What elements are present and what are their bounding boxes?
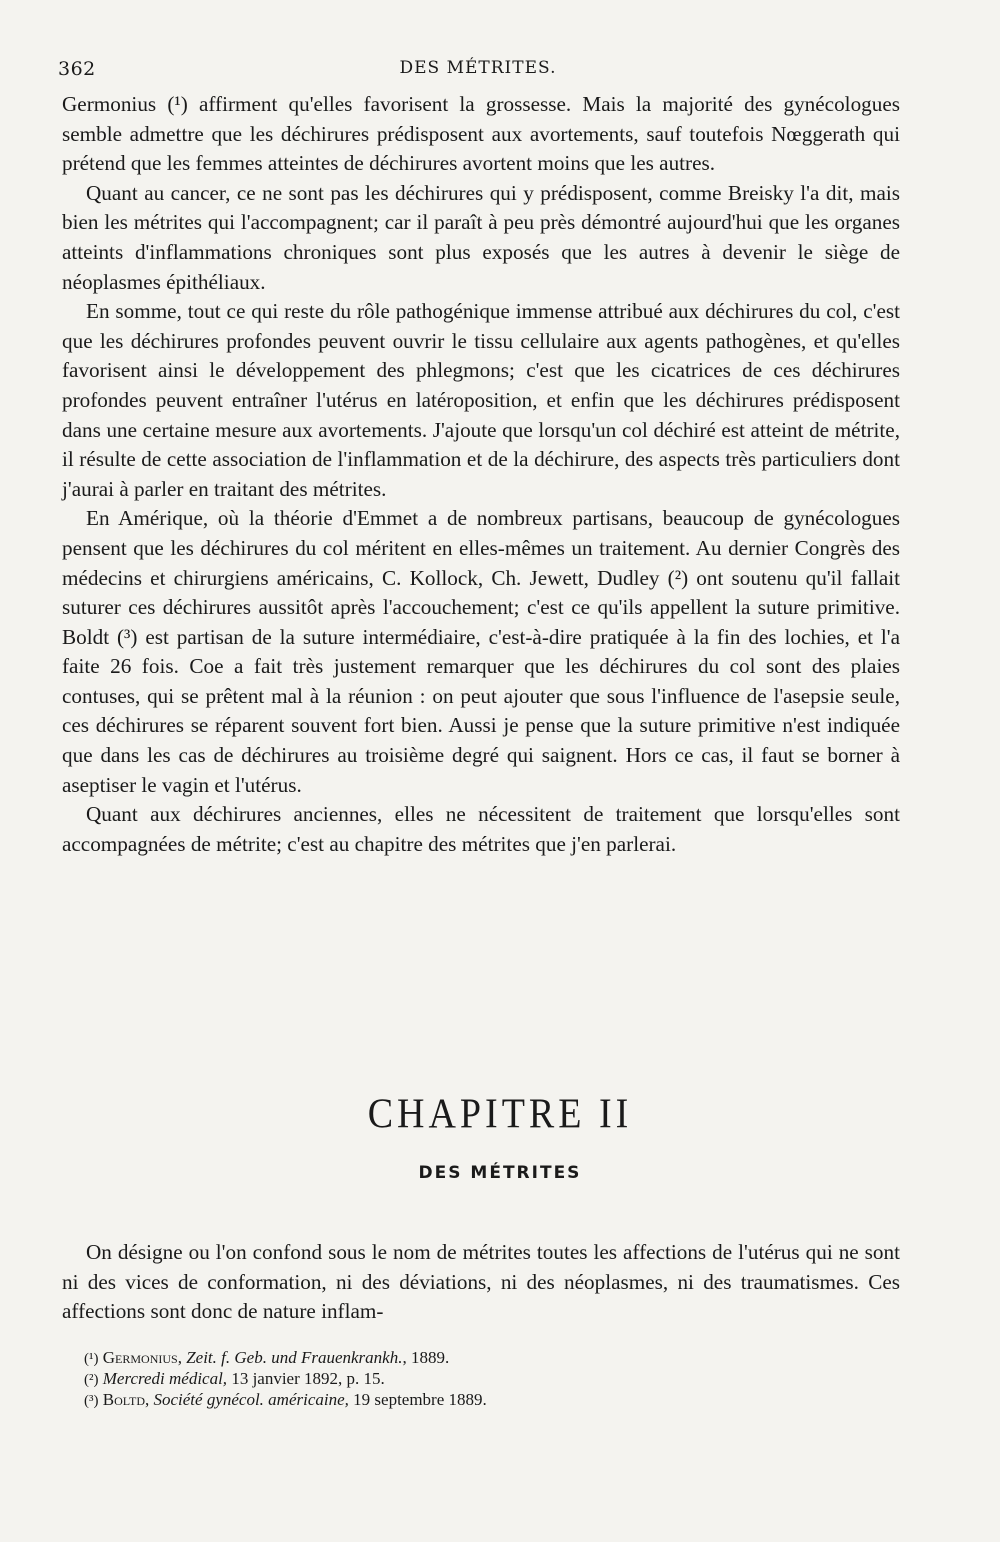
footnote-mark: (²) xyxy=(84,1372,99,1388)
running-head xyxy=(58,58,898,86)
chapter-subtitle: DES MÉTRITES xyxy=(418,1163,582,1183)
chapter-body xyxy=(62,1238,900,1327)
paragraph: Quant aux déchirures anciennes, elles ne nécessitent de traitement que lorsqu'elles sont accompagnées de métrite; c'est au chapitre des métrites que j'en parlerai. xyxy=(62,802,900,856)
footnote-author: Boltd, xyxy=(102,1390,150,1409)
paragraph: On désigne ou l'on confond sous le nom de métrites toutes les affections de l'utérus qui ne sont ni des vices de conformation, ni des déviations, ni des néoplasmes, ni des traumatismes. Ces affections sont donc de nature inflam- xyxy=(62,1240,900,1324)
footnote-rest: 13 janvier 1892, p. 15. xyxy=(227,1369,385,1388)
footnote xyxy=(84,1369,884,1390)
running-title: DES MÉTRITES. xyxy=(399,58,557,78)
footnote xyxy=(84,1348,884,1369)
paragraph: Germonius (¹) affirment qu'elles favorisent la grossesse. Mais la majorité des gynécologues semble admettre que les déchirures prédisposent aux avortements, sauf toutefois Nœggerath qui prétend que les femmes atteintes de déchirures avortent moins que les autres. xyxy=(62,92,900,176)
footnote-source: Zeit. f. Geb. und Frauenkrankh. xyxy=(186,1348,403,1367)
footnote-source: Mercredi médical, xyxy=(102,1369,228,1388)
footnotes xyxy=(84,1348,884,1411)
page-number: 362 xyxy=(58,58,96,80)
chapter-title: CHAPITRE II xyxy=(367,1090,633,1138)
footnote-mark: (¹) xyxy=(84,1351,99,1367)
footnote xyxy=(84,1390,884,1411)
paragraph: En Amérique, où la théorie d'Emmet a de nombreux partisans, beaucoup de gynécologues pensent que les déchirures du col méritent en elles-mêmes un traitement. Au dernier Congrès des médecins et chirurgiens américains, C. Kollock, Ch. Jewett, Dudley (²) ont soutenu qu'il fallait suturer ces déchirures aussitôt après l'accouchement; c'est ce qu'ils appellent la suture primitive. Boldt (³) est partisan de la suture intermédiaire, c'est-à-dire pratiquée à la fin des lochies, et l'a faite 26 fois. Coe a fait très justement remarquer que les déchirures du col sont des plaies contuses, qui se prêtent mal à la réunion : on peut ajouter que sous l'influence de l'asepsie seule, ces déchirures se réparent souvent fort bien. Aussi je pense que la suture primitive n'est indiquée que dans les cas de déchirures au troisième degré qui saignent. Hors ce cas, il faut se borner à aseptiser le vagin et l'utérus. xyxy=(62,506,900,797)
footnote-mark: (³) xyxy=(84,1393,99,1409)
footnote-source: Société gynécol. américaine, xyxy=(153,1390,349,1409)
footnote-rest: , 1889. xyxy=(402,1348,450,1367)
footnote-rest: 19 septembre 1889. xyxy=(348,1390,487,1409)
paragraph: En somme, tout ce qui reste du rôle pathogénique immense attribué aux déchirures du col, c'est que les déchirures profondes peuvent ouvrir le tissu cellulaire aux agents pathogènes, et qu'elles favorisent ainsi le développement des phlegmons; c'est que les cicatrices de ces déchirures profondes peuvent entraîner l'utérus en latéroposition, et enfin que les déchirures prédisposent dans une certaine mesure aux avortements. J'ajoute que lorsqu'un col déchiré est atteint de métrite, il résulte de cette association de l'inflammation et de la déchirure, des aspects très particuliers dont j'aurai à parler en traitant des métrites. xyxy=(62,299,900,501)
footnote-author: Germonius, xyxy=(102,1348,182,1367)
paragraph: Quant au cancer, ce ne sont pas les déchirures qui y prédisposent, comme Breisky l'a dit, mais bien les métrites qui l'accompagnent; car il paraît à peu près démontré aujourd'hui que les organes atteints d'inflammations chroniques sont plus exposés que les autres à devenir le siège de néoplasmes épithéliaux. xyxy=(62,180,900,294)
body-text xyxy=(62,90,900,859)
